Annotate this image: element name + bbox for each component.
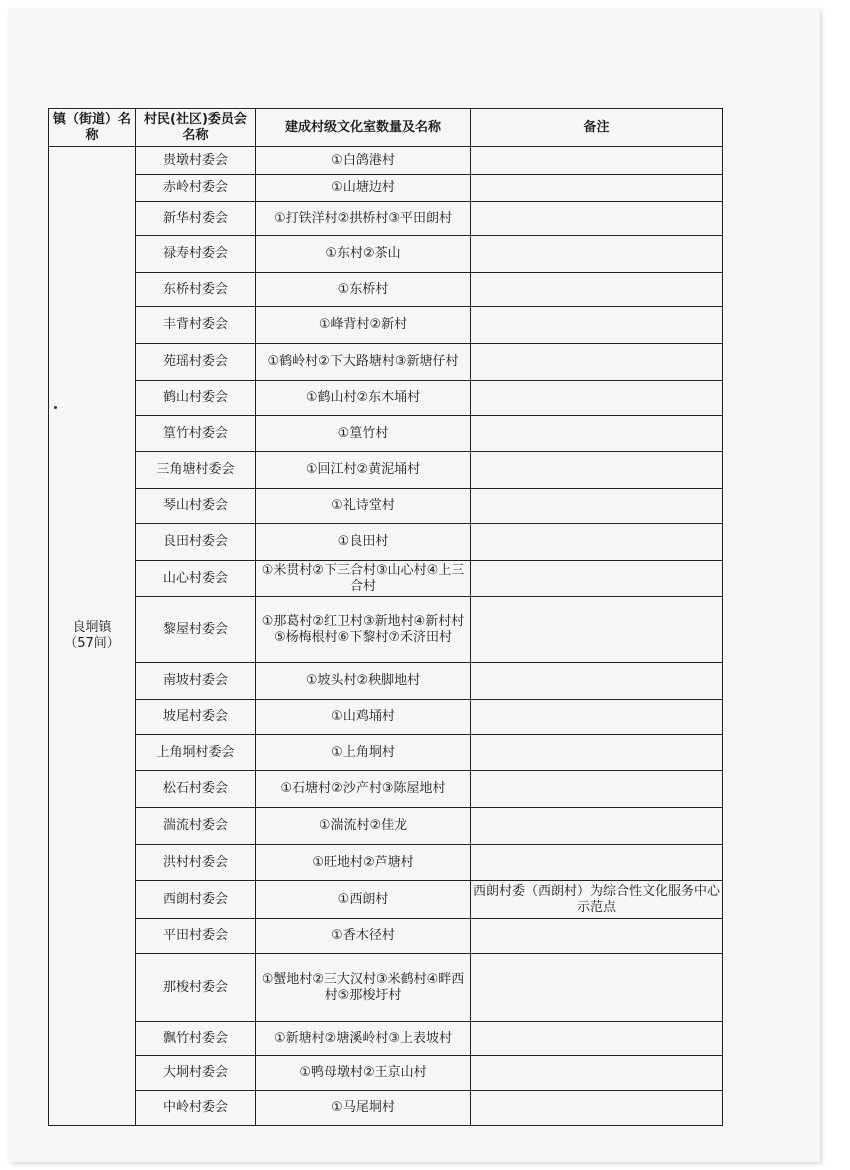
town-room-count: （57间） (64, 636, 120, 651)
committee-cell: 湍流村委会 (136, 808, 256, 845)
note-cell (471, 236, 723, 273)
header-note: 备注 (471, 109, 723, 147)
rooms-cell: ①东村②茶山 (256, 236, 471, 273)
table-row (49, 416, 723, 452)
note-cell (471, 344, 723, 381)
note-cell (471, 524, 723, 561)
rooms-cell: ①湍流村②佳龙 (256, 808, 471, 845)
note-cell (471, 735, 723, 771)
rooms-cell: ①良田村 (256, 524, 471, 561)
rooms-cell: ①新塘村②塘溪岭村③上表坡村 (256, 1022, 471, 1056)
note-cell (471, 845, 723, 881)
committee-cell: 篁竹村委会 (136, 416, 256, 452)
table-row (49, 175, 723, 202)
committee-cell: 松石村委会 (136, 771, 256, 808)
rooms-cell: ①鹤岭村②下大路塘村③新塘仔村 (256, 344, 471, 381)
note-cell (471, 381, 723, 416)
note-cell (471, 919, 723, 954)
committee-cell: 飘竹村委会 (136, 1022, 256, 1056)
rooms-cell: ①西朗村 (256, 881, 471, 919)
committee-cell: 三角塘村委会 (136, 452, 256, 489)
village-culture-room-table (48, 108, 723, 1126)
rooms-cell: ①白鸽港村 (256, 147, 471, 175)
table-row (49, 307, 723, 344)
committee-cell: 苑瑶村委会 (136, 344, 256, 381)
rooms-cell: ①上角垌村 (256, 735, 471, 771)
header-town: 镇（街道）名称 (49, 109, 136, 147)
rooms-cell: ①那葛村②红卫村③新地村④新村村⑤杨梅根村⑥下黎村⑦禾济田村 (256, 597, 471, 663)
rooms-cell: ①回江村②黄泥埇村 (256, 452, 471, 489)
table-row (49, 700, 723, 735)
note-cell (471, 561, 723, 597)
note-cell (471, 1022, 723, 1056)
committee-cell: 洪村村委会 (136, 845, 256, 881)
committee-cell: 平田村委会 (136, 919, 256, 954)
rooms-cell: ①峰背村②新村 (256, 307, 471, 344)
rooms-cell: ①礼诗堂村 (256, 489, 471, 524)
note-cell (471, 202, 723, 236)
rooms-cell: ①蟹地村②三大汉村③米鹤村④畔西村⑤那梭圩村 (256, 954, 471, 1022)
table-row (49, 524, 723, 561)
note-cell (471, 147, 723, 175)
table-row (49, 881, 723, 919)
table-row (49, 273, 723, 307)
committee-cell: 西朗村委会 (136, 881, 256, 919)
committee-cell: 赤岭村委会 (136, 175, 256, 202)
table-row (49, 561, 723, 597)
committee-cell: 上角垌村委会 (136, 735, 256, 771)
table-row (49, 597, 723, 663)
note-cell (471, 489, 723, 524)
table-row (49, 1022, 723, 1056)
committee-cell: 坡尾村委会 (136, 700, 256, 735)
header-rooms: 建成村级文化室数量及名称 (256, 109, 471, 147)
note-cell (471, 307, 723, 344)
committee-cell: 丰背村委会 (136, 307, 256, 344)
committee-cell: 贵墩村委会 (136, 147, 256, 175)
rooms-cell: ①坡头村②秧脚地村 (256, 663, 471, 700)
note-cell (471, 808, 723, 845)
note-cell (471, 175, 723, 202)
table-row (49, 663, 723, 700)
rooms-cell: ①打铁洋村②拱桥村③平田朗村 (256, 202, 471, 236)
table-row (49, 735, 723, 771)
rooms-cell: ①山塘边村 (256, 175, 471, 202)
committee-cell: 大垌村委会 (136, 1056, 256, 1091)
rooms-cell: ①篁竹村 (256, 416, 471, 452)
rooms-cell: ①鸭母墩村②王京山村 (256, 1056, 471, 1091)
table-row (49, 1056, 723, 1091)
note-cell (471, 700, 723, 735)
rooms-cell: ①山鸡埇村 (256, 700, 471, 735)
header-committee: 村民(社区)委员会名称 (136, 109, 256, 147)
table-header-row (49, 109, 723, 147)
committee-cell: 黎屋村委会 (136, 597, 256, 663)
committee-cell: 南坡村委会 (136, 663, 256, 700)
table-row (49, 808, 723, 845)
committee-cell: 那梭村委会 (136, 954, 256, 1022)
rooms-cell: ①鹤山村②东木埇村 (256, 381, 471, 416)
committee-cell: 琴山村委会 (136, 489, 256, 524)
rooms-cell: ①石塘村②沙产村③陈屋地村 (256, 771, 471, 808)
note-cell (471, 663, 723, 700)
note-cell (471, 1091, 723, 1126)
committee-cell: 良田村委会 (136, 524, 256, 561)
rooms-cell: ①马尾垌村 (256, 1091, 471, 1126)
table-row (49, 147, 723, 175)
note-cell (471, 416, 723, 452)
table-row (49, 954, 723, 1022)
table-row (49, 845, 723, 881)
town-cell (49, 147, 136, 1126)
table-row (49, 489, 723, 524)
committee-cell: 中岭村委会 (136, 1091, 256, 1126)
table-row (49, 919, 723, 954)
note-cell (471, 452, 723, 489)
table-row (49, 202, 723, 236)
rooms-cell: ①香木径村 (256, 919, 471, 954)
committee-cell: 禄寿村委会 (136, 236, 256, 273)
table-row (49, 236, 723, 273)
note-cell (471, 273, 723, 307)
document-page (8, 8, 820, 1162)
table-row (49, 452, 723, 489)
table-row (49, 771, 723, 808)
committee-cell: 山心村委会 (136, 561, 256, 597)
rooms-cell: ①东桥村 (256, 273, 471, 307)
table-row (49, 381, 723, 416)
note-cell (471, 771, 723, 808)
committee-cell: 鹤山村委会 (136, 381, 256, 416)
table-row (49, 344, 723, 381)
rooms-cell: ①米贯村②下三合村③山心村④上三合村 (256, 561, 471, 597)
note-cell (471, 954, 723, 1022)
town-name: 良垌镇 (72, 620, 112, 635)
rooms-cell: ①旺地村②芦塘村 (256, 845, 471, 881)
note-cell (471, 597, 723, 663)
note-cell: 西朗村委（西朗村）为综合性文化服务中心示范点 (471, 881, 723, 919)
committee-cell: 东桥村委会 (136, 273, 256, 307)
committee-cell: 新华村委会 (136, 202, 256, 236)
note-cell (471, 1056, 723, 1091)
table-row (49, 1091, 723, 1126)
